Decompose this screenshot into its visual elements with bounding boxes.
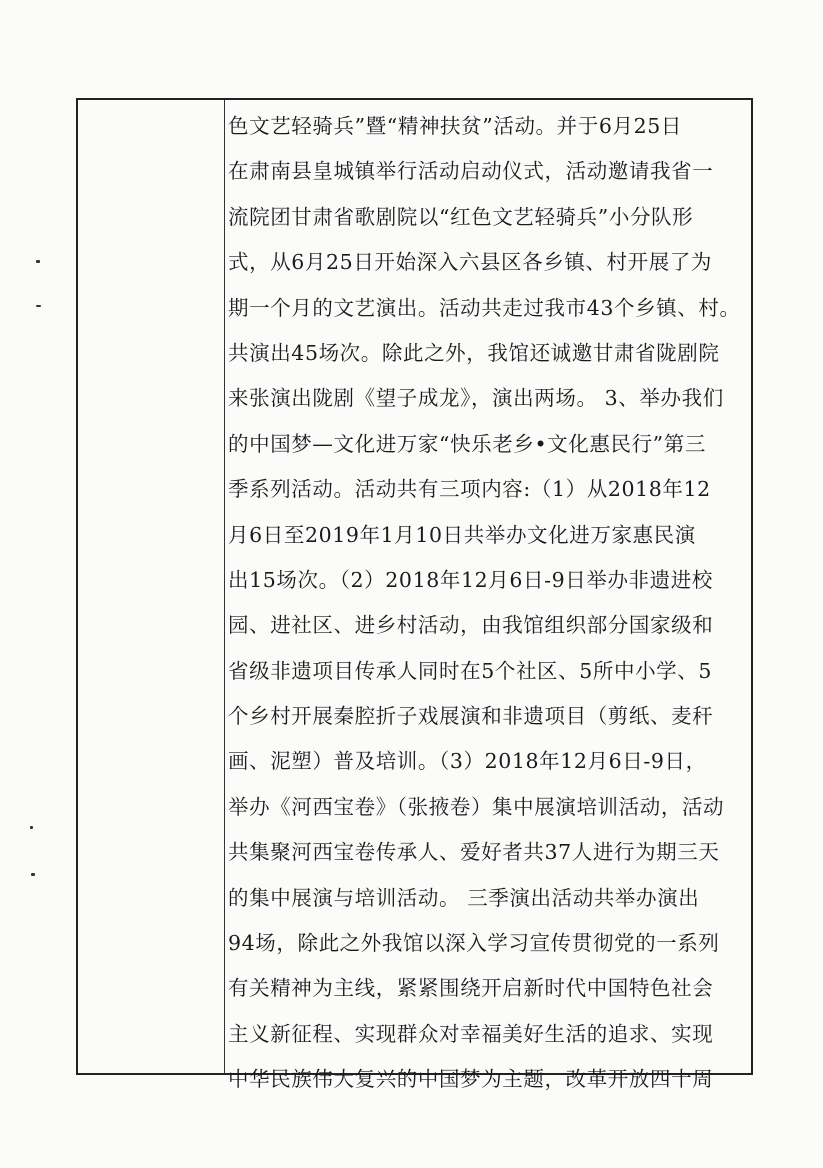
body-text xyxy=(228,104,748,1103)
text-line: 的集中展演与培训活动。 三季演出活动共举办演出 xyxy=(228,885,700,910)
column-divider xyxy=(224,100,225,1073)
text-line: 举办《河西宝卷》（张掖卷）集中展演培训活动，活动 xyxy=(228,794,725,819)
text-line: 色文艺轻骑兵”暨“精神扶贫”活动。并于6月25日 xyxy=(228,114,682,138)
text-line: 式，从6月25日开始深入六县区各乡镇、村开展了为 xyxy=(228,250,713,275)
text-line: 共集聚河西宝卷传承人、爱好者共37人进行为期三天 xyxy=(228,840,720,865)
text-line: 月6日至2019年1月10日共举办文化进万家惠民演 xyxy=(228,522,696,547)
scan-speck xyxy=(30,826,33,829)
text-line: 共演出45场次。除此之外，我馆还诚邀甘肃省陇剧院 xyxy=(228,340,720,365)
text-line: 中华民族伟大复兴的中国梦为主题，改革开放四十周 xyxy=(228,1067,714,1092)
text-line: 省级非遗项目传承人同时在5个社区、5所中小学、5 xyxy=(228,658,713,683)
text-line: 出15场次。（2）2018年12月6日-9日举办非遗进校 xyxy=(228,567,713,592)
scan-speck xyxy=(31,873,35,876)
text-line: 主义新征程、实现群众对幸福美好生活的追求、实现 xyxy=(228,1021,714,1046)
text-line: 有关精神为主线，紧紧围绕开启新时代中国特色社会 xyxy=(228,976,714,1001)
form-table xyxy=(76,98,753,1092)
text-line: 期一个月的文艺演出。活动共走过我市43个乡镇、村。 xyxy=(228,295,741,320)
text-line: 画、泥塑）普及培训。（3）2018年12月6日-9日， xyxy=(228,749,707,774)
text-line: 在肃南县皇城镇举行活动启动仪式，活动邀请我省一 xyxy=(228,159,714,184)
text-line: 流院团甘肃省歌剧院以“红色文艺轻骑兵”小分队形 xyxy=(228,204,694,229)
scan-speck xyxy=(36,260,40,263)
text-line: 94场，除此之外我馆以深入学习宣传贯彻党的一系列 xyxy=(228,931,720,956)
scan-speck xyxy=(36,305,41,307)
label-cell xyxy=(78,100,224,1073)
text-line: 个乡村开展秦腔折子戏展演和非遗项目（剪纸、麦秆 xyxy=(228,704,714,729)
text-line: 来张演出陇剧《望子成龙》，演出两场。 3、举办我们 xyxy=(228,386,724,411)
text-line: 的中国梦—文化进万家“快乐老乡•文化惠民行”第三 xyxy=(228,431,706,456)
text-line: 园、进社区、进乡村活动，由我馆组织部分国家级和 xyxy=(228,613,714,638)
text-line: 季系列活动。活动共有三项内容:（1）从2018年12 xyxy=(228,477,711,502)
